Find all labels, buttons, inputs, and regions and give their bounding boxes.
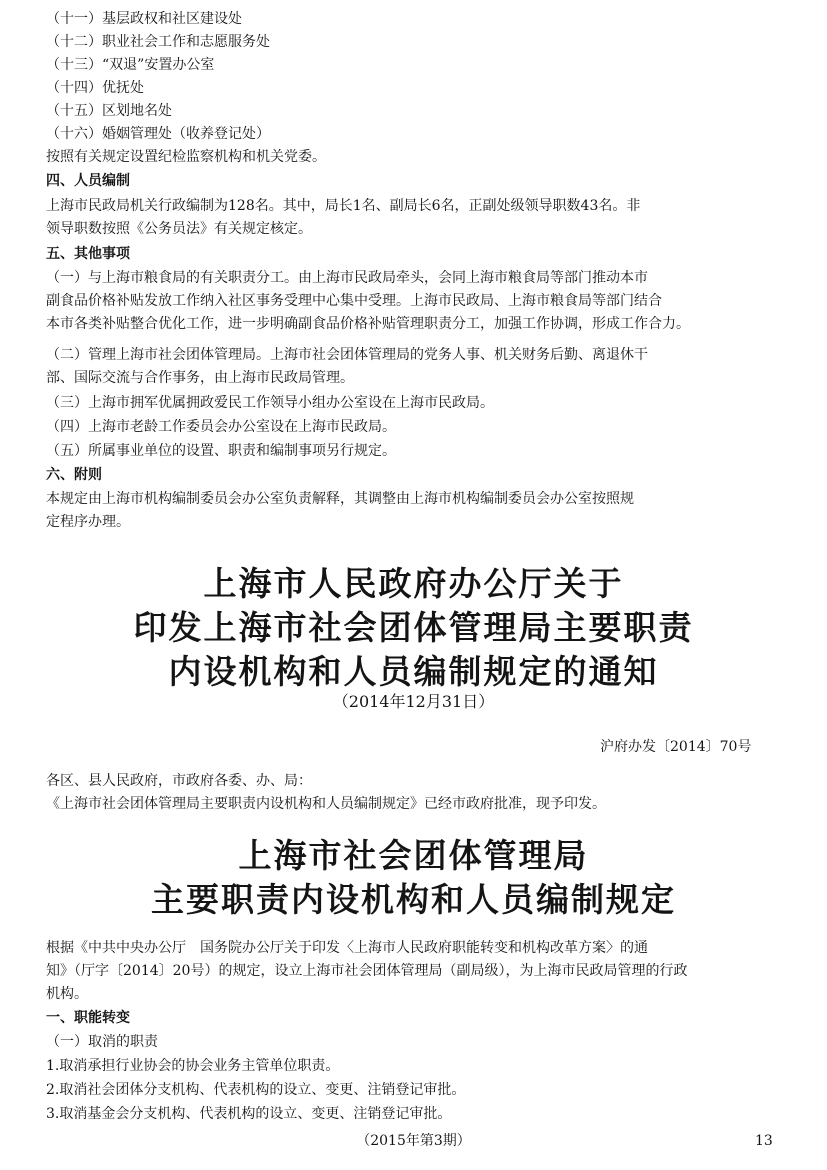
notice-title-line: 内设机构和人员编制规定的通知 [168,652,659,691]
section-heading: 四、人员编制 [46,173,130,189]
notice-title-line: 上海市人民政府办公厅关于 [203,564,624,603]
issue-label: （2015年第3期） [356,1133,471,1149]
subsection-heading: （一）取消的职责 [46,1034,158,1050]
paragraph-line: 机构。 [46,986,88,1002]
list-item: 2.取消社会团体分支机构、代表机构的设立、变更、注销登记审批。 [46,1082,466,1098]
paragraph-line: 本市各类补贴整合优化工作，进一步明确副食品价格补贴管理职责分工，加强工作协调，形成工作合力。 [46,316,690,332]
paragraph-line: （五）所属事业单位的设置、职责和编制事项另行规定。 [46,443,396,459]
list-item: （十六）婚姻管理处（收养登记处） [46,126,270,142]
list-item: （十五）区划地名处 [46,103,172,119]
regulation-title-line: 主要职责内设机构和人员编制规定 [151,880,676,919]
paragraph-line: 知》（厅字〔2014〕20号）的规定，设立上海市社会团体管理局（副局级），为上海市民政局管理的行政 [46,963,688,979]
paragraph-line: 按照有关规定设置纪检监察机构和机关党委。 [46,149,326,165]
list-item: （十四）优抚处 [46,80,144,96]
section-heading: 六、附则 [46,467,102,483]
page-number: 13 [755,1133,773,1149]
notice-date: （2014年12月31日） [332,692,495,711]
section-heading: 一、职能转变 [46,1010,130,1026]
paragraph-line: （二）管理上海市社会团体管理局。上海市社会团体管理局的党务人事、机关财务后勤、离退休干 [46,347,648,363]
notice-title-line: 印发上海市社会团体管理局主要职责 [133,608,694,647]
paragraph-line: 根据《中共中央办公厅 国务院办公厅关于印发〈上海市人民政府职能转变和机构改革方案〉的通 [46,940,648,956]
regulation-title-line: 上海市社会团体管理局 [238,836,589,875]
paragraph-line: （三）上海市拥军优属拥政爱民工作领导小组办公室设在上海市民政局。 [46,395,494,411]
notice-body: 《上海市社会团体管理局主要职责内设机构和人员编制规定》已经市政府批准，现予印发。 [46,796,606,812]
addressee: 各区、县人民政府，市政府各委、办、局： [46,773,312,789]
paragraph-line: 上海市民政局机关行政编制为128名。其中，局长1名、副局长6名，正副处级领导职数43名。非 [46,198,641,214]
paragraph-line: （一）与上海市粮食局的有关职责分工。由上海市民政局牵头，会同上海市粮食局等部门推动本市 [46,270,648,286]
list-item: （十三）“双退”安置办公室 [46,57,215,73]
paragraph-line: （四）上海市老龄工作委员会办公室设在上海市民政局。 [46,419,396,435]
paragraph-line: 部、国际交流与合作事务，由上海市民政局管理。 [46,370,354,386]
paragraph-line: 副食品价格补贴发放工作纳入社区事务受理中心集中受理。上海市民政局、上海市粮食局等部门结合 [46,293,662,309]
section-heading: 五、其他事项 [46,246,130,262]
list-item: 1.取消承担行业协会的协会业务主管单位职责。 [46,1058,340,1074]
list-item: （十一）基层政权和社区建设处 [46,11,242,27]
list-item: （十二）职业社会工作和志愿服务处 [46,34,270,50]
document-number: 沪府办发〔2014〕70号 [600,739,752,755]
paragraph-line: 定程序办理。 [46,514,130,530]
list-item: 3.取消基金会分支机构、代表机构的设立、变更、注销登记审批。 [46,1106,452,1122]
paragraph-line: 领导职数按照《公务员法》有关规定核定。 [46,221,312,237]
paragraph-line: 本规定由上海市机构编制委员会办公室负责解释，其调整由上海市机构编制委员会办公室按照规 [46,491,634,507]
